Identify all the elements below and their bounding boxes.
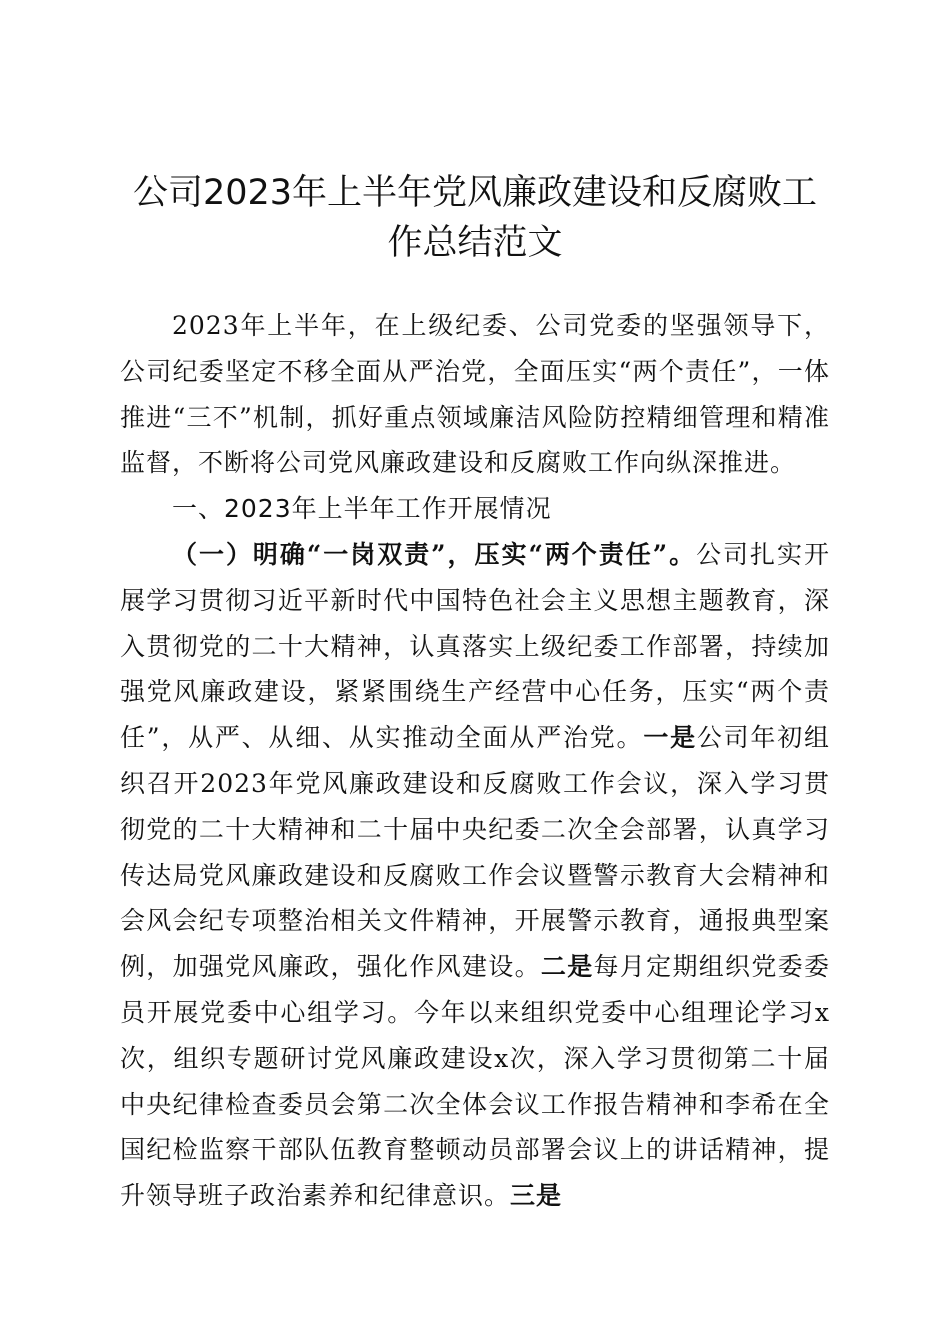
document-body [120, 303, 830, 1219]
point-one-label: 一是 [643, 723, 697, 753]
document-title: 公司2023年上半年党风廉政建设和反腐败工作总结范文 [132, 173, 818, 263]
intro-paragraph: 2023年上半年，在上级纪委、公司党委的坚强领导下，公司纪委坚定不移全面从严治党，全面压实“两个责任”，一体推进“三不”机制，抓好重点领域廉洁风险防控精细管理和精准监督，不断将公司党风廉政建设和反腐败工作向纵深推进。 [120, 311, 830, 478]
section-heading: 一、2023年上半年工作开展情况 [172, 494, 552, 524]
subsection-text: 公司扎实开展学习贯彻习近平新时代中国特色社会主义思想主题教育，深入贯彻党的二十大精神，认真落实上级纪委工作部署，持续加强党风廉政建设，紧紧围绕生产经营中心任务，压实“两个责任”，从严、从细、从实推动全面从严治党。 [120, 539, 830, 753]
point-two-text: 每月定期组织党委委员开展党委中心组学习。今年以来组织党委中心组理论学习x次，组织专题研讨党风廉政建设x次，深入学习贯彻第二十届中央纪律检查委员会第二次全体会议工作报告精神和李希在全国纪检监察干部队伍教育整顿动员部署会议上的讲话精神，提升领导班子政治素养和纪律意识。 [120, 952, 830, 1211]
subsection-heading: （一）明确“一岗双责”，压实“两个责任”。 [172, 539, 697, 569]
point-one-text: 公司年初组织召开2023年党风廉政建设和反腐败工作会议，深入学习贯彻党的二十大精神和二十届中央纪委二次全会部署，认真学习传达局党风廉政建设和反腐败工作会议暨警示教育大会精神和会风会纪专项整治相关文件精神，开展警示教育，通报典型案例，加强党风廉政，强化作风建设。 [120, 723, 830, 982]
subsection-paragraph [120, 532, 830, 1219]
point-two-label: 二是 [540, 952, 594, 982]
point-three-label: 三是 [510, 1181, 563, 1211]
